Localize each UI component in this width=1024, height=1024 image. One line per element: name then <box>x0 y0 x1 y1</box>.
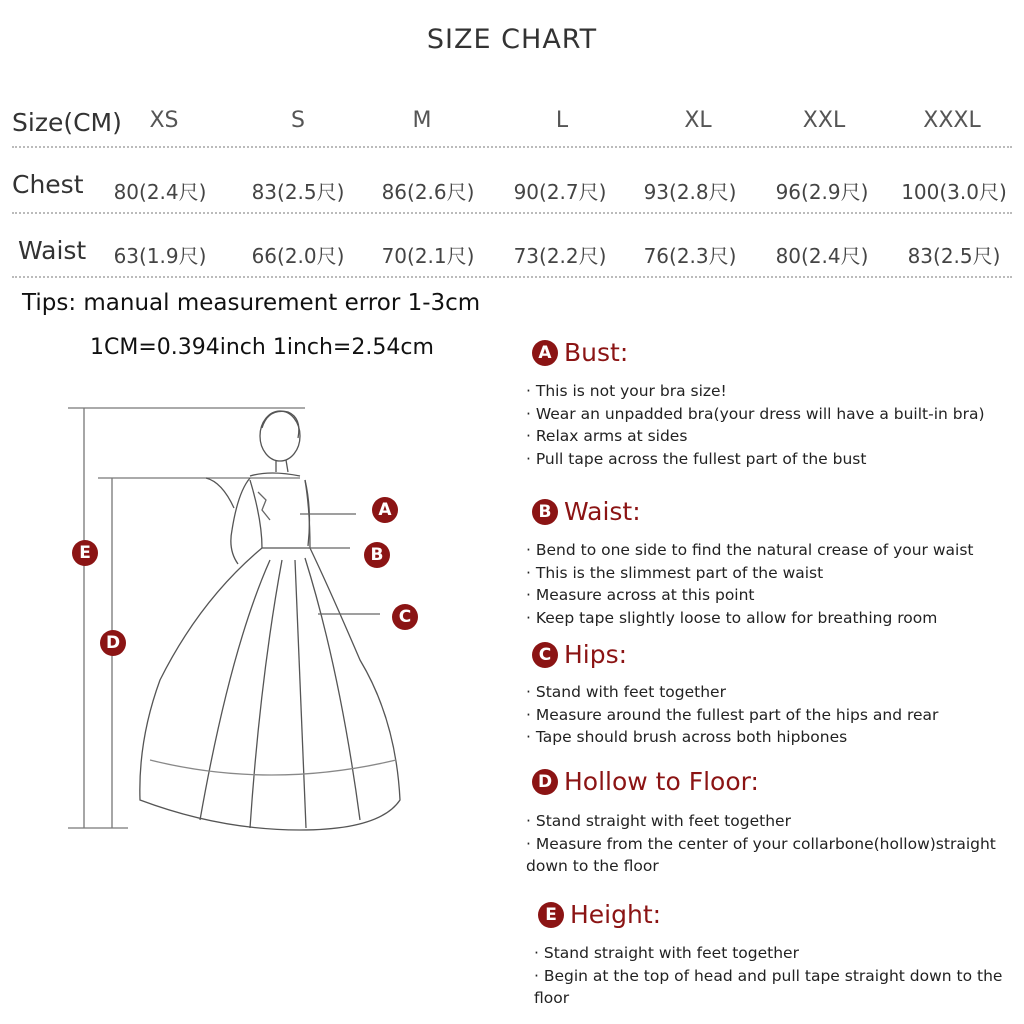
list-item: · Bend to one side to find the natural crease of your waist <box>526 541 974 559</box>
list-item: · Measure across at this point <box>526 586 755 604</box>
marker-a-icon: A <box>372 497 398 523</box>
size-xs: XS <box>149 108 179 133</box>
dress-illustration <box>0 380 520 840</box>
row-label: Chest <box>12 170 84 199</box>
list-item: · This is not your bra size! <box>526 382 727 400</box>
badge-b-icon: B <box>532 499 558 525</box>
size-header-row <box>0 108 1024 156</box>
size-xl: XL <box>684 108 712 133</box>
section-height-list <box>534 942 1002 1010</box>
list-item: · Stand straight with feet together <box>534 944 799 962</box>
section-hollow-heading <box>532 767 759 796</box>
section-title: Hollow to Floor: <box>564 767 759 796</box>
badge-c-icon: C <box>532 642 558 668</box>
list-item: · Keep tape slightly loose to allow for breathing room <box>526 608 938 627</box>
divider <box>12 276 1012 278</box>
list-item: · Measure from the center of your collarbone(hollow)straight <box>526 834 996 853</box>
table-cell: 63(1.9尺) <box>113 244 207 268</box>
divider <box>12 146 1012 148</box>
section-bust-list <box>526 380 985 470</box>
table-cell: 80(2.4尺) <box>775 244 869 268</box>
marker-e-icon: E <box>72 540 98 566</box>
list-item: floor <box>534 989 570 1007</box>
divider <box>12 212 1012 214</box>
list-item: · Stand straight with feet together <box>526 812 791 830</box>
badge-a-icon: A <box>532 340 558 366</box>
list-item: · Measure around the fullest part of the hips and rear <box>526 705 939 724</box>
section-title: Waist: <box>564 497 641 526</box>
section-bust-heading <box>532 338 628 367</box>
table-cell: 70(2.1尺) <box>381 244 475 268</box>
section-title: Hips: <box>564 640 628 669</box>
table-cell: 93(2.8尺) <box>643 180 737 204</box>
list-item: down to the floor <box>526 857 659 875</box>
size-xxl: XXL <box>802 108 846 133</box>
marker-d-icon: D <box>100 630 126 656</box>
table-cell: 76(2.3尺) <box>643 244 737 268</box>
table-cell: 73(2.2尺) <box>513 244 607 268</box>
marker-c-icon: C <box>392 604 418 630</box>
section-hips-heading <box>532 640 627 669</box>
marker-b-icon: B <box>364 542 390 568</box>
size-xxxl: XXXL <box>923 108 981 133</box>
page-title: SIZE CHART <box>426 24 598 55</box>
list-item: · Relax arms at sides <box>526 427 688 445</box>
table-cell: 100(3.0尺) <box>901 180 1007 204</box>
table-cell: 83(2.5尺) <box>907 244 1001 268</box>
list-item: · Pull tape across the fullest part of the bust <box>526 449 867 468</box>
row-label: Waist <box>18 236 87 265</box>
size-l: L <box>555 108 569 133</box>
list-item: · Begin at the top of head and pull tape straight down to the <box>534 966 1003 985</box>
table-cell: 86(2.6尺) <box>381 180 475 204</box>
section-hips-list <box>526 681 938 749</box>
table-cell: 96(2.9尺) <box>775 180 869 204</box>
table-cell: 80(2.4尺) <box>113 180 207 204</box>
table-cell: 90(2.7尺) <box>513 180 607 204</box>
section-height-heading <box>538 900 661 929</box>
section-waist-list <box>526 539 974 629</box>
size-s: S <box>291 108 305 133</box>
table-row <box>0 170 1024 218</box>
conversion-text: 1CM=0.394inch 1inch=2.54cm <box>90 335 434 360</box>
badge-d-icon: D <box>532 769 558 795</box>
section-hollow-list <box>526 810 996 878</box>
badge-e-icon: E <box>538 902 564 928</box>
list-item: · Stand with feet together <box>526 683 726 701</box>
table-cell: 83(2.5尺) <box>251 180 345 204</box>
section-title: Height: <box>570 900 662 929</box>
list-item: · Tape should brush across both hipbones <box>526 728 848 746</box>
table-cell: 66(2.0尺) <box>251 244 345 268</box>
section-title: Bust: <box>564 338 629 367</box>
tips-text: Tips: manual measurement error 1-3cm <box>22 290 481 316</box>
list-item: · This is the slimmest part of the waist <box>526 563 824 582</box>
section-waist-heading <box>532 497 641 526</box>
size-header-label: Size(CM) <box>12 108 122 137</box>
list-item: · Wear an unpadded bra(your dress will have a built-in bra) <box>526 404 985 423</box>
size-m: M <box>412 108 432 133</box>
